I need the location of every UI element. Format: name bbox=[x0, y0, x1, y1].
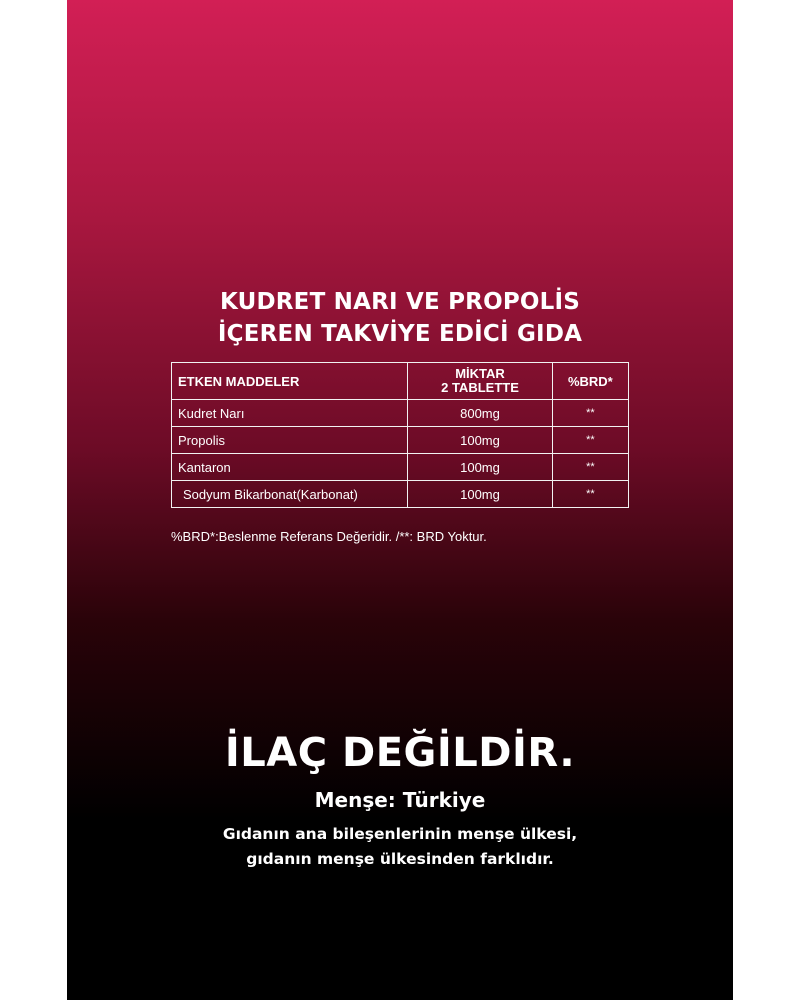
ingredient-brd: ** bbox=[552, 454, 628, 481]
table-row bbox=[172, 454, 629, 481]
ingredients-table bbox=[171, 362, 629, 508]
ingredient-brd: ** bbox=[552, 427, 628, 454]
origin-note bbox=[67, 822, 733, 872]
table-header-row bbox=[172, 363, 629, 400]
not-a-drug-warning: İLAÇ DEĞİLDİR. bbox=[224, 730, 576, 776]
ingredient-name: Kantaron bbox=[172, 454, 408, 481]
header-amount-line-2: 2 TABLETTE bbox=[441, 380, 519, 395]
table-row bbox=[172, 427, 629, 454]
product-title-line-1: KUDRET NARI VE PROPOLİS bbox=[219, 289, 581, 315]
origin-note-line-2: gıdanın menşe ülkesinden farklıdır. bbox=[246, 850, 554, 868]
origin-note-line-1: Gıdanın ana bileşenlerinin menşe ülkesi, bbox=[222, 825, 578, 843]
ingredient-name: Propolis bbox=[172, 427, 408, 454]
ingredient-brd: ** bbox=[552, 400, 628, 427]
product-title bbox=[67, 286, 733, 350]
ingredient-name: Kudret Narı bbox=[172, 400, 408, 427]
header-amount-line-1: MİKTAR bbox=[455, 366, 505, 381]
header-brd: %BRD* bbox=[552, 363, 628, 400]
product-title-line-2: İÇEREN TAKVİYE EDİCİ GIDA bbox=[217, 321, 583, 347]
header-ingredients: ETKEN MADDELER bbox=[172, 363, 408, 400]
ingredient-name: Sodyum Bikarbonat(Karbonat) bbox=[172, 481, 408, 508]
table-row bbox=[172, 400, 629, 427]
ingredient-brd: ** bbox=[552, 481, 628, 508]
header-amount bbox=[408, 363, 552, 400]
table-row bbox=[172, 481, 629, 508]
brd-footnote: %BRD*:Beslenme Referans Değeridir. /**: BRD Yoktur. bbox=[171, 529, 487, 544]
origin-country: Menşe: Türkiye bbox=[314, 788, 486, 812]
ingredient-amount: 100mg bbox=[408, 427, 552, 454]
ingredient-amount: 800mg bbox=[408, 400, 552, 427]
ingredient-amount: 100mg bbox=[408, 481, 552, 508]
product-label-panel bbox=[67, 0, 733, 1000]
ingredient-amount: 100mg bbox=[408, 454, 552, 481]
